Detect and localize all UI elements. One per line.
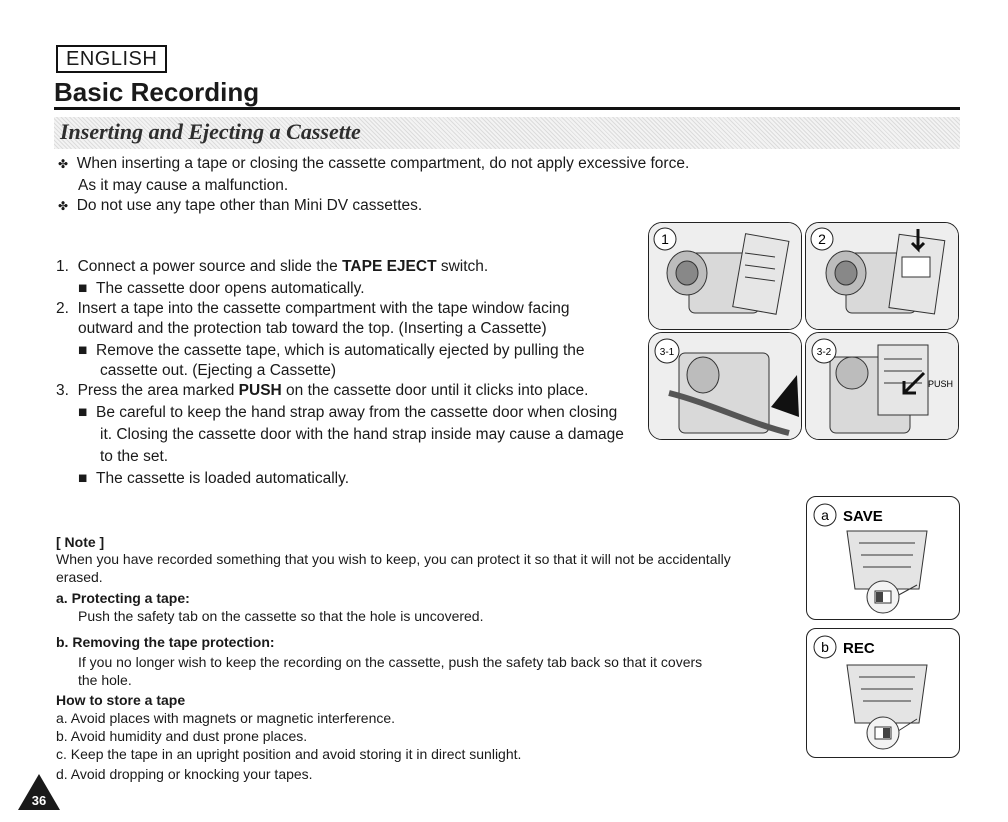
note-b-text-1: If you no longer wish to keep the recording on the cassette, push the safety tab back so that it covers bbox=[78, 654, 703, 670]
step-2-bullet-cont: cassette out. (Ejecting a Cassette) bbox=[100, 362, 337, 379]
photo-3-1-number: 3-1 bbox=[659, 347, 675, 358]
note-a-title: a. Protecting a tape: bbox=[56, 590, 190, 606]
caution-1-cont: As it may cause a malfunction. bbox=[78, 177, 289, 194]
camcorder-strap-illustration bbox=[649, 333, 801, 439]
step-1: 1. Connect a power source and slide the TAPE EJECT switch. bbox=[56, 258, 489, 275]
note-heading: [ Note ] bbox=[56, 534, 105, 550]
camcorder-insert-tape-illustration bbox=[806, 223, 958, 329]
photo-step-2 bbox=[805, 222, 959, 330]
photo-1-number: 1 bbox=[661, 231, 669, 247]
photo-step-3-1 bbox=[648, 332, 802, 440]
push-label: PUSH bbox=[928, 379, 954, 389]
store-heading: How to store a tape bbox=[56, 692, 186, 708]
caution-1: ✤ When inserting a tape or closing the cassette compartment, do not apply excessive force. bbox=[58, 155, 690, 172]
save-letter: a bbox=[821, 507, 829, 523]
page-number-badge bbox=[16, 772, 62, 812]
rec-label: REC bbox=[843, 640, 875, 657]
title-rule bbox=[54, 107, 960, 110]
page-number: 36 bbox=[31, 793, 47, 808]
cassette-rec-illustration bbox=[807, 629, 959, 757]
save-label: SAVE bbox=[843, 508, 883, 525]
camcorder-push-door-illustration bbox=[806, 333, 958, 439]
tape-rec-panel bbox=[806, 628, 960, 758]
step-2: 2. Insert a tape into the cassette compartment with the tape window facing bbox=[56, 300, 570, 317]
language-label: ENGLISH bbox=[56, 45, 167, 73]
photo-step-3-2 bbox=[805, 332, 959, 440]
square-bullet-icon: ■ bbox=[78, 404, 88, 421]
step-3-bullet-cont: it. Closing the cassette door with the hand strap inside may cause a damage bbox=[100, 426, 624, 443]
step-2-cont: outward and the protection tab toward the top. (Inserting a Cassette) bbox=[78, 320, 547, 337]
tape-save-panel bbox=[806, 496, 960, 620]
step-3: 3. Press the area marked PUSH on the cassette door until it clicks into place. bbox=[56, 382, 589, 399]
note-line-1: When you have recorded something that you wish to keep, you can protect it so that it will not be accidentally bbox=[56, 551, 731, 567]
camcorder-open-door-illustration bbox=[649, 223, 801, 329]
page-title: Basic Recording bbox=[54, 77, 260, 107]
step-3-bullet-cont2: to the set. bbox=[100, 448, 169, 465]
section-banner bbox=[54, 117, 960, 149]
store-item-a: a. Avoid places with magnets or magnetic interference. bbox=[56, 710, 396, 726]
diamond-bullet-icon: ✤ bbox=[58, 199, 69, 213]
step-2-bullet: ■ Remove the cassette tape, which is automatically ejected by pulling the bbox=[78, 342, 585, 359]
diamond-bullet-icon: ✤ bbox=[58, 157, 69, 171]
rec-letter: b bbox=[821, 639, 829, 655]
store-item-b: b. Avoid humidity and dust prone places. bbox=[56, 728, 308, 744]
square-bullet-icon: ■ bbox=[78, 470, 88, 487]
photo-2-number: 2 bbox=[818, 231, 826, 247]
step-1-bullet: ■ The cassette door opens automatically. bbox=[78, 280, 365, 297]
note-a-text: Push the safety tab on the cassette so that the hole is uncovered. bbox=[78, 608, 484, 624]
cassette-save-illustration bbox=[807, 497, 959, 619]
step-3-bullet: ■ Be careful to keep the hand strap away from the cassette door when closing bbox=[78, 404, 618, 421]
note-line-2: erased. bbox=[56, 569, 103, 585]
caution-2: ✤ Do not use any tape other than Mini DV cassettes. bbox=[58, 197, 423, 214]
photo-3-2-number: 3-2 bbox=[816, 347, 832, 358]
note-b-title: b. Removing the tape protection: bbox=[56, 634, 275, 650]
photo-step-1 bbox=[648, 222, 802, 330]
section-banner-text: Inserting and Ejecting a Cassette bbox=[60, 119, 361, 144]
square-bullet-icon: ■ bbox=[78, 342, 88, 359]
store-item-c: c. Keep the tape in an upright position and avoid storing it in direct sunlight. bbox=[56, 746, 522, 762]
step-3-bullet-2: ■ The cassette is loaded automatically. bbox=[78, 470, 350, 487]
store-item-d: d. Avoid dropping or knocking your tapes. bbox=[56, 766, 313, 782]
note-b-text-2: the hole. bbox=[78, 672, 132, 688]
square-bullet-icon: ■ bbox=[78, 280, 88, 297]
